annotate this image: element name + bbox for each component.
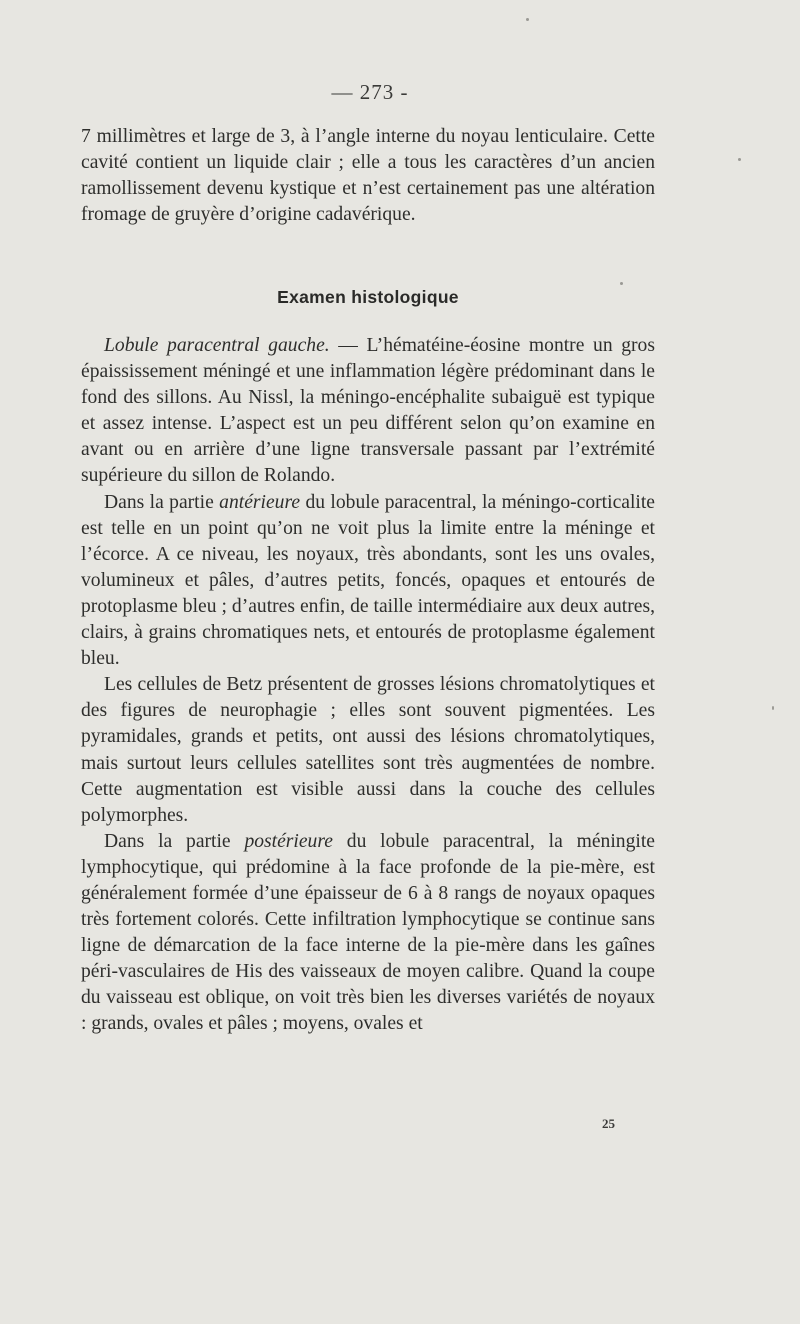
paper-speck: [772, 706, 774, 710]
paper-speck: [620, 282, 623, 285]
paragraph-lobule-text: — L’hématéine-éosine montre un gros épaississement méningé et une inflammation légère prédominant dans le fond des sillons. Au Nissl, la méningo-encéphalite subaiguë est typique et assez intense. L’aspect est un peu différent selon qu’on examine en avant ou en arrière d’une ligne transversale passant par l’extrémité supérieure du sillon de Rolando.: [81, 335, 655, 487]
body-text: [81, 333, 655, 1038]
intro-paragraph-block: [81, 124, 655, 228]
paragraph-betz: Les cellules de Betz présentent de grosses lésions chromatolytiques et des figures de neurophagie ; elles sont souvent pigmentées. Les pyramidales, grands et petits, ont aussi des lésions chromatolytiques, mais surtout leurs cellules satellites sont très augmentées de nombre. Cette augmentation est visible aussi dans la couche des cellules polymorphes.: [81, 674, 655, 826]
paragraph-posterior-after: du lobule paracentral, la méningite lymphocytique, qui prédomine à la face profonde de la pie-mère, est généralement formée d’une épaisseur de 6 à 8 rangs de noyaux opaques très fortement colorés. Cette infiltration lymphocytique se continue sans ligne de démarcation de la face interne de la pie-mère dans les gaînes péri-vasculaires de His des vaisseaux de moyen calibre. Quand la coupe du vaisseau est oblique, on voit très bien les diverses variétés de noyaux : grands, ovales et pâles ; moyens, ovales et: [81, 830, 655, 1035]
paper-speck: [526, 18, 529, 21]
paragraph-posterior-before: Dans la partie: [104, 830, 245, 852]
paragraph-anterior-before: Dans la partie: [104, 491, 220, 513]
intro-paragraph: 7 millimètres et large de 3, à l’angle interne du noyau lenticulaire. Cette cavité contient un liquide clair ; elle a tous les caractères d’un ancien ramollissement devenu kystique et n’est certainement pas une altération fromage de gruyère d’origine cadavérique.: [81, 126, 655, 226]
paragraph-anterior-emph: antérieure: [219, 491, 301, 513]
paper-speck: [738, 158, 741, 161]
paragraph-posterior: [81, 829, 655, 1038]
paragraph-lobule: [81, 333, 655, 490]
section-heading: Examen histologique: [277, 287, 459, 307]
signature-mark: 25: [602, 1116, 615, 1131]
paragraph-posterior-emph: postérieure: [244, 830, 333, 852]
paragraph-lobule-title: Lobule paracentral gauche.: [104, 335, 330, 356]
page-number: — 273 -: [331, 80, 409, 104]
paragraph-anterior: [81, 490, 655, 673]
paragraph-anterior-after: du lobule paracentral, la méningo-corticalite est telle en un point qu’on ne voit plus la limite entre la méninge et l’écorce. A ce niveau, les noyaux, très abondants, sont les uns ovales, volumineux et pâles, d’autres petits, foncés, opaques et entourés de protoplasme bleu ; d’autres enfin, de taille intermédiaire aux deux autres, clairs, à grains chromatiques nets, et entourés de protoplasme également bleu.: [81, 491, 655, 670]
